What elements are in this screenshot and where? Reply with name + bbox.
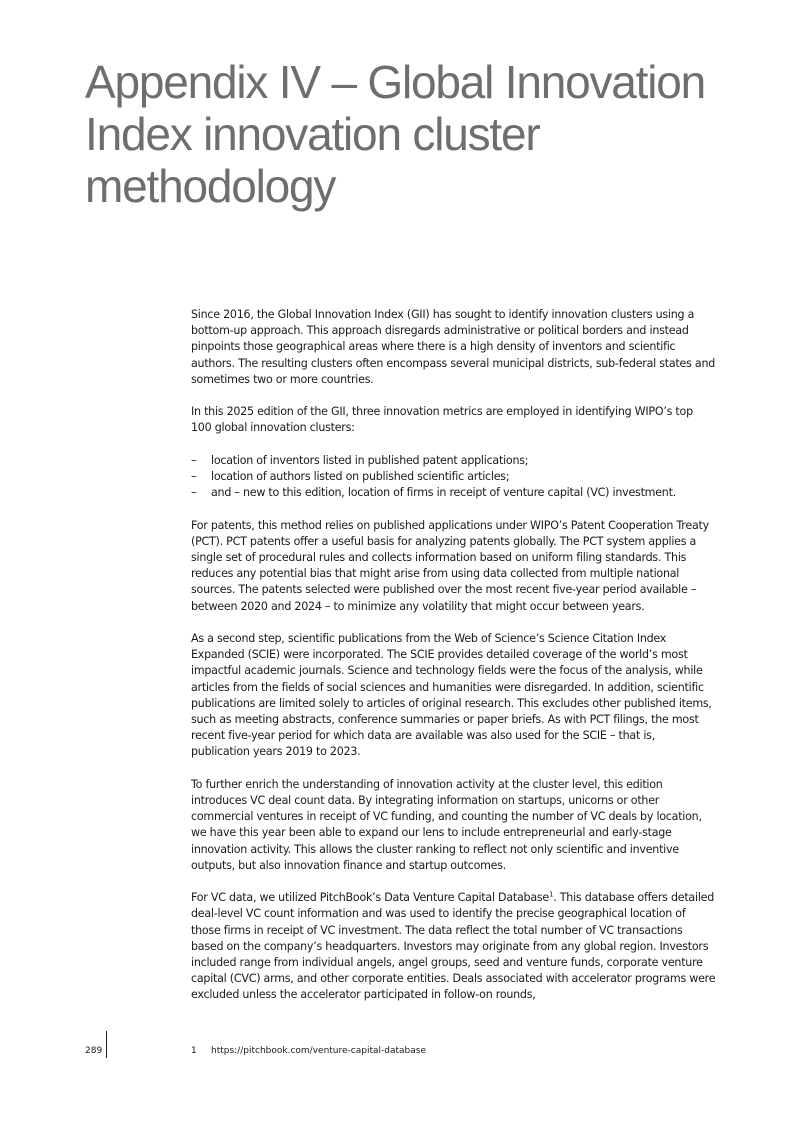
list-item [191,485,716,501]
paragraph-vc-data-start: For VC data, we utilized PitchBook’s Data Venture Capital Database [191,891,549,905]
bullet-dash: – [191,470,197,483]
paragraph-intro: Since 2016, the Global Innovation Index (GII) has sought to identify innovation clusters using a bottom-up approach. This approach disregards administrative or political borders and instead pinpoints those geographical areas where there is a high density of inventors and scientific authors. The resulting clusters often encompass several municipal districts, sub-federal states and sometimes two or more countries. [191,308,716,386]
list-item-text: and – new to this edition, location of firms in receipt of venture capital (VC) investment. [211,486,676,500]
list-item-text: location of inventors listed in published patent applications; [211,453,529,467]
paragraph-vc-intro: To further enrich the understanding of innovation activity at the cluster level, this edition introduces VC deal count data. By integrating information on startups, unicorns or other commercial ventures in receipt of VC funding, and counting the number of VC deals by location, we have this year been able to expand our lens to include entrepreneurial and early-stage innovation activity. This allows the cluster ranking to reflect not only scientific and inventive outputs, but also innovation finance and startup outcomes. [191,777,702,872]
bullet-dash: – [191,453,197,467]
page-number: 289 [85,1046,103,1056]
paragraph-patents: For patents, this method relies on published applications under WIPO’s Patent Cooperation Treaty (PCT). PCT patents offer a useful basis for analyzing patents globally. The PCT system applies a single set of procedural rules and collects information based on uniform filing standards. This reduces any potential bias that might arise from using data collected from multiple national sources. The patents selected were published over the most recent five-year period available – between 2020 and 2024 – to minimize any volatility that might occur between years. [191,518,709,613]
paragraph-vc-data [191,890,716,1003]
footnote [191,1046,426,1056]
footnote-number: 1 [191,1046,197,1056]
list-item [191,469,716,485]
footnote-reference[interactable]: 1 [549,890,554,899]
page-title: Appendix IV – Global Innovation Index innovation cluster methodology [85,56,706,212]
footnote-link[interactable]: https://pitchbook.com/venture-capital-database [211,1046,426,1056]
body-text [191,307,716,1020]
metrics-list [191,453,716,502]
list-item-text: location of authors listed on published scientific articles; [211,470,510,483]
list-item [191,453,716,469]
paragraph-metrics: In this 2025 edition of the GII, three innovation metrics are employed in identifying WIPO’s top 100 global innovation clusters: [191,405,693,435]
paragraph-publications: As a second step, scientific publications from the Web of Science’s Science Citation Index Expanded (SCIE) were incorporated. The SCIE provides detailed coverage of the world’s most impactful academic journals. Science and technology fields were the focus of the analysis, while articles from the fields of social sciences and humanities were disregarded. In addition, scientific publications are limited solely to articles of original research. This excludes other published items, such as meeting abstracts, conference summaries or paper briefs. As with PCT filings, the most recent five-year period for which data are available was also used for the SCIE – that is, publication years 2019 to 2023. [191,632,712,759]
paragraph-vc-data-rest: . This database offers detailed deal-level VC count information and was used to identify the precise geographical location of those firms in receipt of VC investment. The data reflect the total number of VC transactions based on the company’s headquarters. Investors may originate from any global region. Investors included range from individual angels, angel groups, seed and venture funds, corporate venture capital (CVC) arms, and other corporate entities. Deals associated with accelerator programs were excluded unless the accelerator participated in follow-on rounds, [191,891,716,1002]
footer-divider [106,1031,107,1058]
bullet-dash: – [191,486,197,500]
